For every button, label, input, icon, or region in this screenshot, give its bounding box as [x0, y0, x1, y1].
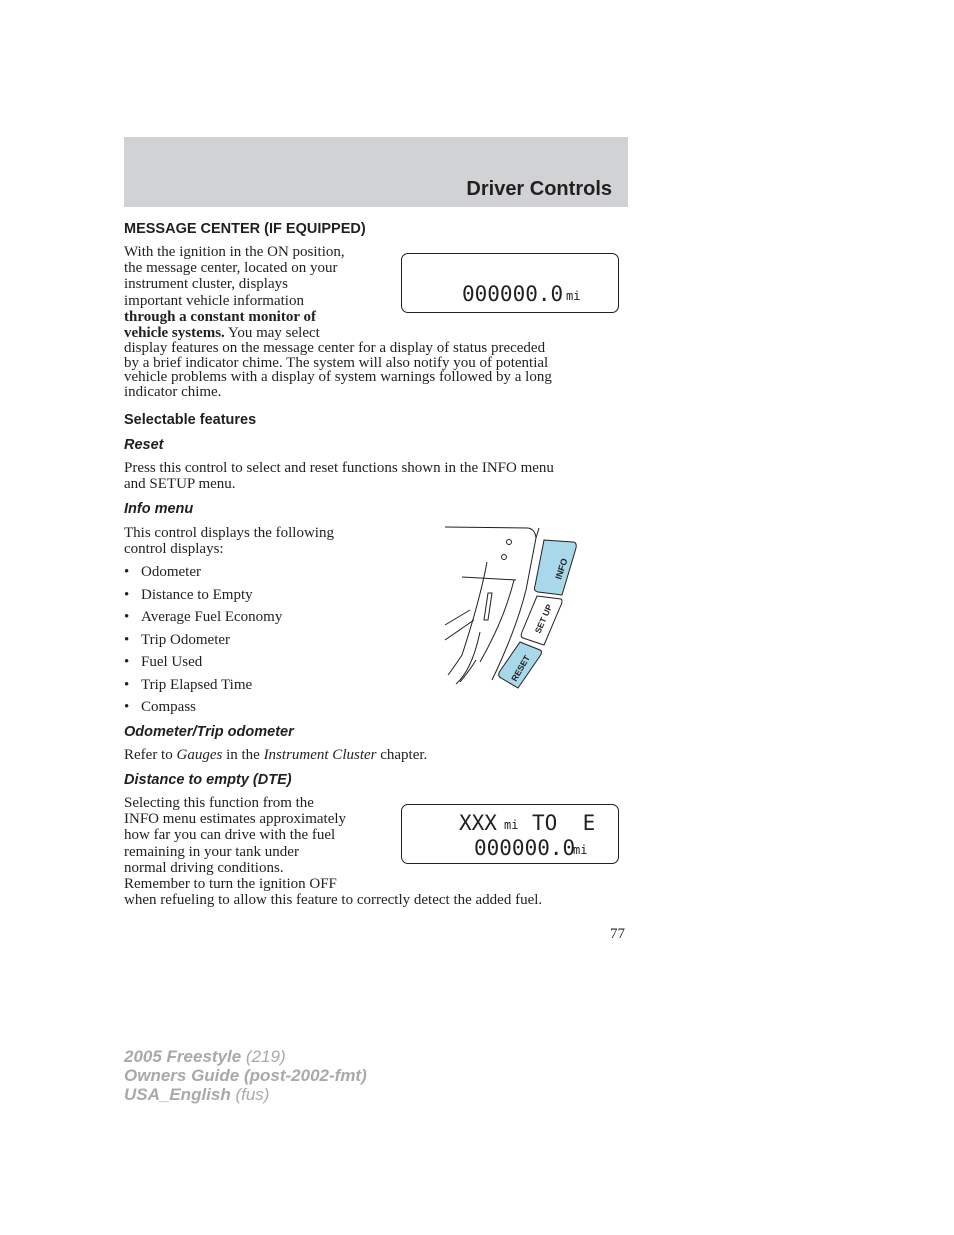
- list-item: [124, 698, 282, 721]
- text-span: You may select: [224, 325, 320, 342]
- text-line: Remember to turn the ignition OFF: [124, 876, 337, 893]
- list-item-label: Distance to Empty: [141, 586, 253, 603]
- dte-digits: 000000.0: [474, 836, 576, 860]
- text-line: important vehicle information: [124, 292, 304, 309]
- text-line: normal driving conditions.: [124, 859, 284, 876]
- text-line: vehicle problems with a display of system warnings followed by a long: [124, 369, 552, 386]
- text-line: Selecting this function from the: [124, 795, 314, 811]
- bullet: •: [124, 564, 130, 580]
- text-line: and SETUP menu.: [124, 476, 236, 493]
- dte-display: [401, 804, 619, 864]
- text-line: the message center, located on your: [124, 260, 338, 277]
- bullet: •: [124, 631, 130, 648]
- text-line: With the ignition in the ON position,: [124, 244, 345, 260]
- bullet: •: [124, 586, 130, 603]
- footer-line: [124, 1085, 367, 1104]
- info-menu-list: [124, 563, 282, 721]
- text-span: chapter.: [376, 747, 428, 763]
- text-line: how far you can drive with the fuel: [124, 827, 336, 844]
- list-item-label: Odometer: [141, 564, 201, 580]
- bullet: •: [124, 609, 130, 625]
- list-item: [124, 563, 282, 586]
- text-line: indicator chime.: [124, 384, 222, 400]
- text-span: in the: [222, 747, 264, 763]
- bold-text: through a constant monitor of: [124, 308, 316, 325]
- text-line: when refueling to allow this feature to correctly detect the added fuel.: [124, 892, 543, 909]
- bullet: •: [124, 676, 130, 693]
- gauges-reference: Gauges: [176, 747, 223, 763]
- dte-to-e: TO E: [532, 811, 596, 835]
- bullet: •: [124, 699, 130, 715]
- dte-unit-2: mi: [573, 843, 588, 857]
- page-number: 77: [610, 926, 625, 942]
- list-item-label: Average Fuel Economy: [141, 609, 283, 625]
- list-item: [124, 676, 282, 699]
- text-line: control displays:: [124, 541, 224, 558]
- text-line: instrument cluster, displays: [124, 276, 288, 293]
- reset-text: [124, 460, 554, 492]
- bold-text: vehicle systems.: [124, 325, 225, 342]
- dte-heading: Distance to empty (DTE): [124, 772, 292, 788]
- text-line: This control displays the following: [124, 525, 334, 541]
- text-line: [124, 325, 552, 341]
- list-item: [124, 608, 282, 631]
- odometer-heading: Odometer/Trip odometer: [124, 724, 294, 740]
- reset-button-label: RESET: [509, 653, 532, 683]
- footer-guide: Owners Guide (post-2002-fmt): [124, 1066, 367, 1085]
- text-line: by a brief indicator chime. The system will also notify you of potential: [124, 354, 549, 371]
- info-button-label: INFO: [553, 557, 570, 581]
- text-line: Press this control to select and reset functions shown in the INFO menu: [124, 460, 554, 476]
- control-buttons-illustration: [440, 520, 590, 690]
- dte-xxx: XXX: [459, 811, 497, 835]
- bullet: •: [124, 654, 130, 670]
- odometer-text: [124, 747, 427, 763]
- info-button[interactable]: [534, 540, 576, 595]
- footer-model: 2005 Freestyle: [124, 1047, 242, 1066]
- odometer-display: [401, 253, 619, 313]
- footer-line: [124, 1047, 367, 1066]
- list-item: [124, 653, 282, 676]
- footer-language: USA_English: [124, 1085, 231, 1104]
- footer-code: (219): [241, 1047, 286, 1066]
- document-footer: [124, 1047, 367, 1104]
- list-item: [124, 586, 282, 609]
- list-item-label: Fuel Used: [141, 654, 203, 670]
- info-menu-heading: Info menu: [124, 501, 194, 517]
- reset-button[interactable]: [499, 642, 542, 688]
- message-center-heading: MESSAGE CENTER (IF EQUIPPED): [124, 221, 366, 237]
- footer-code: (fus): [230, 1085, 270, 1104]
- list-item: [124, 631, 282, 654]
- info-menu-intro: [124, 525, 334, 557]
- footer-line: [124, 1066, 367, 1085]
- instrument-cluster-reference: Instrument Cluster: [263, 747, 377, 763]
- setup-button[interactable]: [521, 596, 562, 645]
- text-span: Refer to: [124, 747, 177, 763]
- text-line: remaining in your tank under: [124, 843, 299, 860]
- selectable-features-heading: Selectable features: [124, 412, 257, 428]
- text-line: display features on the message center for a display of status preceded: [124, 340, 546, 357]
- list-item-label: Compass: [141, 699, 197, 715]
- list-item-label: Trip Elapsed Time: [141, 676, 253, 693]
- odometer-digits: 000000.0: [462, 282, 564, 306]
- reset-heading: Reset: [124, 437, 164, 453]
- text-line: INFO menu estimates approximately: [124, 811, 347, 828]
- section-title: Driver Controls: [466, 178, 612, 200]
- dte-unit-1: mi: [504, 818, 519, 832]
- odometer-unit: mi: [566, 289, 581, 303]
- list-item-label: Trip Odometer: [141, 631, 231, 648]
- section-header: [124, 137, 628, 207]
- setup-button-label: SET UP: [532, 602, 555, 635]
